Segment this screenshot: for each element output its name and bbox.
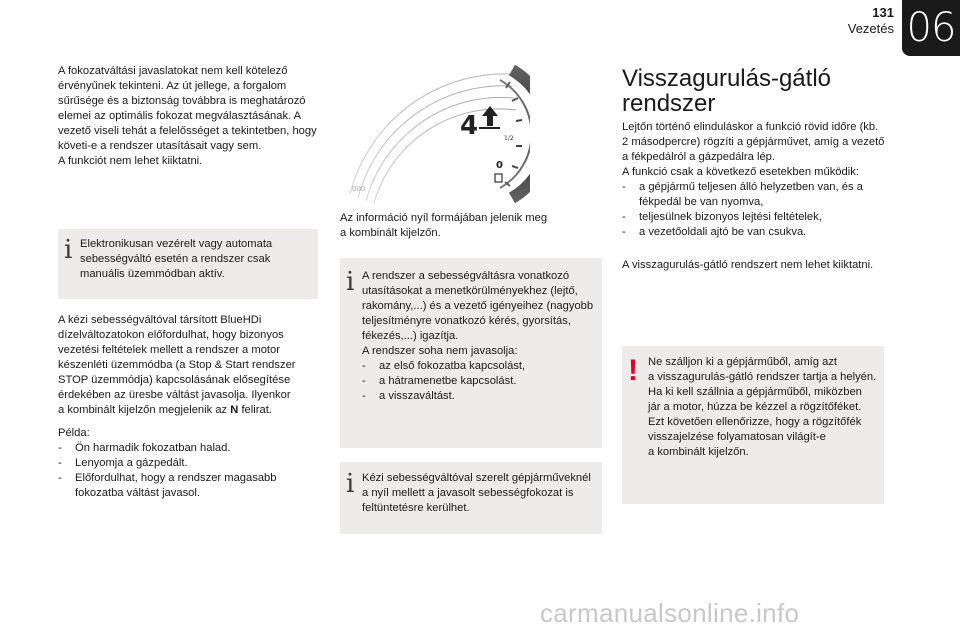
text-line: sűrűsége és a biztonság továbbra is meghatározó	[58, 95, 306, 107]
info-icon: i	[346, 469, 355, 499]
list-item: - Lenyomja a gázpedált.	[58, 456, 320, 471]
page-number: 131	[872, 5, 894, 20]
gauge-caption	[340, 211, 602, 241]
neutral-symbol: N	[230, 404, 239, 416]
gauge-gear-number: 4	[460, 111, 479, 141]
list-item: - a gépjármű teljesen álló helyzetben van, és a fékpedál be van nyomva,	[622, 180, 872, 210]
text-line: a fékpedálról a gázpedálra lép.	[622, 151, 776, 163]
text-line: fékezés,...) igazítja.	[362, 330, 459, 342]
text-line: feltüntetésre kerülhet.	[362, 502, 470, 514]
left-example	[58, 426, 320, 501]
example-label: Példa:	[58, 427, 90, 439]
text-line: érvényűnek tekinteni. Az út jellege, a forgalom	[58, 80, 287, 92]
gauge-zero: 0	[496, 160, 503, 171]
text-line: készenléti üzemmódba (a Stop & Start rendszer	[58, 359, 296, 371]
text-line: jár a motor, húzza be kézzel a rögzítőféket.	[648, 401, 862, 413]
list-item: - Előfordulhat, hogy a rendszer magasabb fokozatba váltást javasol.	[58, 471, 320, 501]
text-line: sebességváltó esetén a rendszer csak	[80, 253, 271, 265]
text-line: Ezt követően ellenőrizze, hogy a rögzítőfék	[648, 416, 862, 428]
warning-box-hill-start	[622, 346, 884, 504]
text-line: a visszagurulás-gátló rendszer tartja a helyén.	[648, 371, 877, 383]
right-intro	[622, 120, 892, 240]
conditions-list	[622, 180, 872, 240]
text-line: visszajelzése folyamatosan világít-e	[648, 431, 826, 443]
text-line: Ha ki kell szállnia a gépjárműből, miközben	[648, 386, 862, 398]
text-line: A kézi sebességváltóval társított BlueHDi	[58, 314, 262, 326]
instrument-cluster-illustration	[340, 64, 530, 204]
list-item: - a vezetőoldali ajtó be van csukva.	[622, 225, 872, 240]
never-suggests-list	[362, 359, 598, 404]
speed-tick-label: 000	[352, 185, 366, 193]
warning-icon: !	[628, 354, 638, 387]
text-line	[58, 403, 320, 418]
text-line: A funkció csak a következő esetekben működik:	[622, 166, 859, 178]
text-line: utasításokat a menetkörülményekhez (lejtő,	[362, 285, 578, 297]
text-line: a kombinált kijelzőn.	[340, 227, 441, 239]
info-box-automatic-gearbox	[58, 229, 318, 299]
text-line: STOP üzemmódja) kapcsolásának elősegítése	[58, 374, 291, 386]
list-item: - Ön harmadik fokozatban halad.	[58, 441, 320, 456]
text-fragment: a kombinált kijelzőn megjelenik az	[58, 404, 231, 416]
gauge-fraction: 1/2	[504, 135, 514, 142]
text-line: a nyíl mellett a javasolt sebességfokozat is	[362, 487, 574, 499]
text-line: 2 másodpercre) rögzíti a gépjárművet, amíg a vezető	[622, 136, 885, 148]
text-line: rakomány,...) és a vezető igényeihez (nagyobb	[362, 300, 594, 312]
info-box-manual-gearbox	[340, 462, 602, 534]
left-column	[58, 64, 320, 169]
text-line: a kombinált kijelzőn.	[648, 446, 749, 458]
right-cannot-disable	[622, 258, 892, 273]
example-list	[58, 441, 320, 501]
text-line: manuális üzemmódban aktív.	[80, 268, 225, 280]
text-line: vezetési feltételek mellett a rendszer a motor	[58, 344, 280, 356]
left-bluehdi-paragraph	[58, 313, 320, 418]
text-line: vezető viseli tehát a felelősséget a tekintetben, hogy	[58, 125, 317, 137]
text-line: Kézi sebességváltóval szerelt gépjárműveknél	[362, 472, 591, 484]
text-line: teljesítményre vonatkozó kérés, gyorsítás,	[362, 315, 571, 327]
text-line: érdekében az üresbe váltást javasolja. Ilyenkor	[58, 389, 291, 401]
info-icon: i	[346, 267, 355, 297]
info-box-system-behaviour	[340, 258, 602, 448]
text-line: A visszagurulás-gátló rendszert nem lehet kiiktatni.	[622, 259, 874, 271]
section-heading: Visszagurulás-gátló rendszer	[622, 65, 832, 117]
text-line: A fokozatváltási javaslatokat nem kell kötelező	[58, 65, 288, 77]
list-item: - az első fokozatba kapcsolást,	[362, 359, 598, 374]
list-item: - a hátramenetbe kapcsolást.	[362, 374, 598, 389]
text-line: A rendszer a sebességváltásra vonatkozó	[362, 270, 570, 282]
section-title: Vezetés	[847, 21, 894, 36]
text-line: Elektronikusan vezérelt vagy automata	[80, 238, 273, 250]
chapter-tab: 06	[902, 0, 960, 56]
text-line: dízelváltozatokon előfordulhat, hogy bizonyos	[58, 329, 284, 341]
text-line: Ne szálljon ki a gépjárműből, amíg azt	[648, 356, 838, 368]
text-line: A funkciót nem lehet kiiktatni.	[58, 155, 203, 167]
text-line: Lejtőn történő elinduláskor a funkció rövid időre (kb.	[622, 121, 879, 133]
text-fragment: felirat.	[238, 404, 272, 416]
left-intro-paragraph	[58, 64, 320, 169]
list-item: - a visszaváltást.	[362, 389, 598, 404]
text-line: követi-e a rendszer utasításait vagy sem.	[58, 140, 262, 152]
list-item: - teljesülnek bizonyos lejtési feltételek,	[622, 210, 872, 225]
watermark: carmanualsonline.info	[540, 598, 800, 628]
text-line: elemei az optimális fokozat megválasztásának. A	[58, 110, 302, 122]
text-line: A rendszer soha nem javasolja:	[362, 345, 518, 357]
text-line: Az információ nyíl formájában jelenik meg	[340, 212, 548, 224]
info-icon: i	[64, 235, 73, 265]
